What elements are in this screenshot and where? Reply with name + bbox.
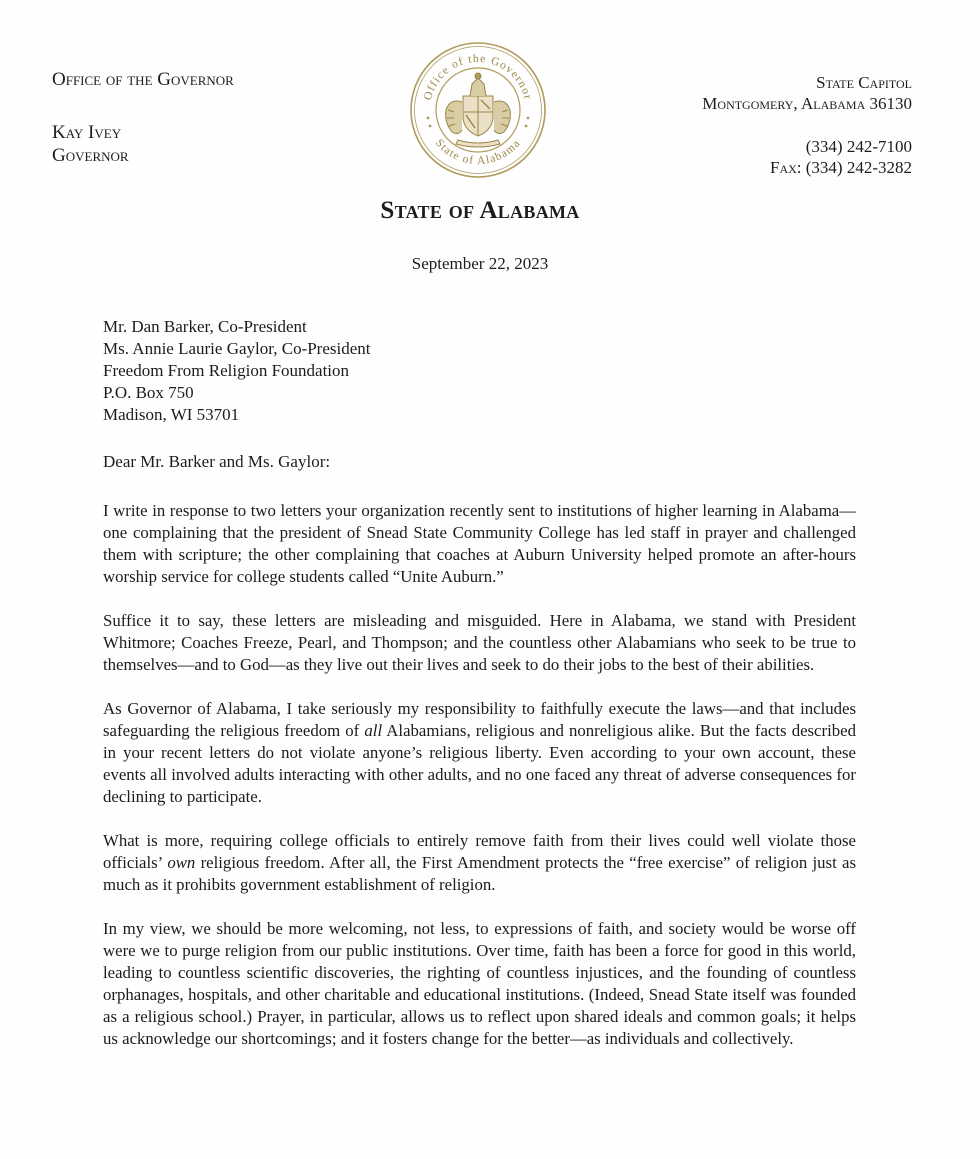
seal-top-text: Office of the Governor xyxy=(422,52,534,102)
phone-number: (334) 242-7100 xyxy=(805,137,912,156)
capitol-line: State Capitol xyxy=(816,73,912,92)
city-line: Montgomery, Alabama 36130 xyxy=(702,94,912,113)
governor-seal-icon xyxy=(408,40,548,180)
fax-number: Fax: (334) 242-3282 xyxy=(770,158,912,177)
paragraph-1: I write in response to two letters your organization recently sent to institutions of higher learning in Alabama—one complaining that the president of Snead State Community College has led staff in prayer and challenged them with scripture; the other complaining that coaches at Auburn University helped promote an after-hours worship service for college students called “Unite Auburn.” xyxy=(103,501,856,586)
recipient-line: Freedom From Religion Foundation xyxy=(103,361,350,380)
paragraph-2: Suffice it to say, these letters are misleading and misguided. Here in Alabama, we stand with President Whitmore; Coaches Freeze, Pearl, and Thompson; and the countless other Alabamians who seek to be true to themselves—and to God—as they live out their lives and seek to do their jobs to the best of their abilities. xyxy=(103,611,856,674)
emphasis-all: all xyxy=(364,721,383,740)
letterhead-left xyxy=(52,68,234,167)
office-name: Office of the Governor xyxy=(52,69,234,90)
letterhead-right xyxy=(702,72,912,178)
governor-title: Governor xyxy=(52,145,129,166)
salutation: Dear Mr. Barker and Ms. Gaylor: xyxy=(103,452,331,471)
state-title: State of Alabama xyxy=(380,197,580,224)
letter-body xyxy=(103,500,856,1050)
recipient-line: Madison, WI 53701 xyxy=(103,405,240,424)
paragraph-5: In my view, we should be more welcoming, not less, to expressions of faith, and society would be worse off were we to purge religion from our public institutions. Over time, faith has been a force for good in this world, leading to countless scientific discoveries, the righting of countless injustices, and the founding of countless orphanages, hospitals, and other charitable and educational institutions. (Indeed, Snead State itself was founded as a religious school.) Prayer, in particular, allows us to reflect upon shared ideals and common goals; it helps us acknowledge our shortcomings; and it fosters change for the better—as individuals and collectively. xyxy=(103,919,856,1048)
governor-name: Kay Ivey xyxy=(52,122,122,143)
recipient-line: P.O. Box 750 xyxy=(103,383,194,402)
emphasis-own: own xyxy=(167,853,196,872)
seal-bottom-text: State of Alabama xyxy=(432,137,524,168)
paragraph-3: As Governor of Alabama, I take seriously my responsibility to faithfully execute the laws—and that includes safeguarding the religious freedom of all Alabamians, religious and nonreligious alike. But the facts described in your recent letters do not violate anyone’s religious liberty. Even according to your own account, these events all involved adults interacting with other adults, and no one faced any threat of adverse consequences for declining to participate. xyxy=(103,699,856,806)
recipient-line: Mr. Dan Barker, Co-President xyxy=(103,317,307,336)
recipient-line: Ms. Annie Laurie Gaylor, Co-President xyxy=(103,339,371,358)
paragraph-4: What is more, requiring college officials to entirely remove faith from their lives could well violate those officials’ own religious freedom. After all, the First Amendment protects the “free exercise” of religion just as much as it prohibits government establishment of religion. xyxy=(103,831,856,894)
contact-numbers xyxy=(702,136,912,178)
letter-date: September 22, 2023 xyxy=(411,254,549,273)
recipient-address xyxy=(103,316,371,426)
